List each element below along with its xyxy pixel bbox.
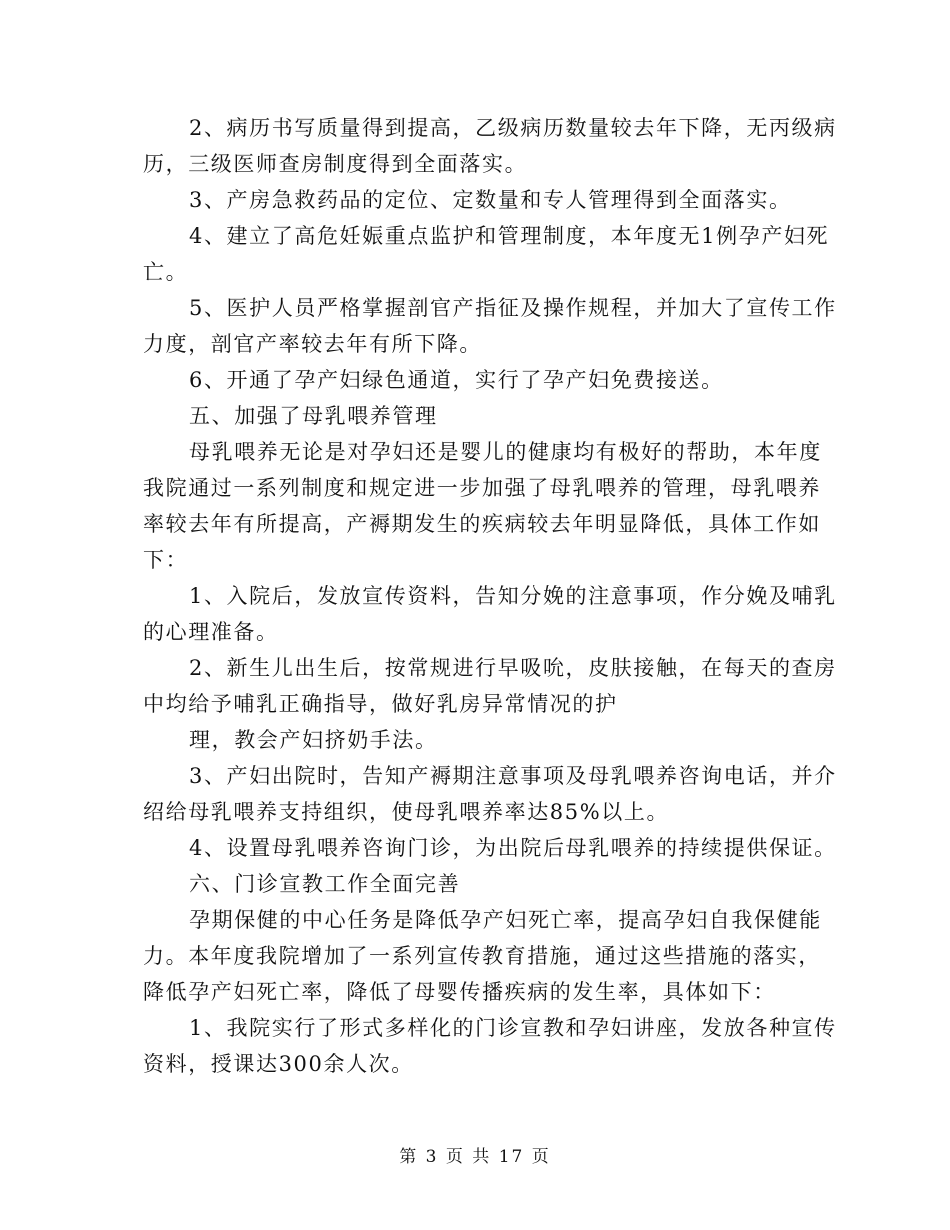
paragraph-line: 4、设置母乳喂养咨询门诊，为出院后母乳喂养的持续提供保证。 xyxy=(189,836,837,860)
paragraph-line: 理，教会产妇挤奶手法。 xyxy=(189,728,438,752)
paragraph-line: 资料，授课达300余人次。 xyxy=(143,1052,414,1076)
section-heading: 五、加强了母乳喂养管理 xyxy=(189,404,438,428)
paragraph-line: 6、开通了孕产妇绿色通道，实行了孕产妇免费接送。 xyxy=(189,368,724,392)
paragraph-line: 下： xyxy=(143,548,189,572)
paragraph-line: 4、建立了高危妊娠重点监护和管理制度，本年度无1例孕产妇死 xyxy=(189,224,830,248)
paragraph-line: 3、产妇出院时，告知产褥期注意事项及母乳喂养咨询电话，并介 xyxy=(189,764,837,788)
paragraph-line: 我院通过一系列制度和规定进一步加强了母乳喂养的管理，母乳喂养 xyxy=(143,476,821,500)
paragraph-line: 3、产房急救药品的定位、定数量和专人管理得到全面落实。 xyxy=(189,188,792,212)
paragraph-line: 5、医护人员严格掌握剖官产指征及操作规程，并加大了宣传工作 xyxy=(189,296,837,320)
paragraph-line: 绍给母乳喂养支持组织，使母乳喂养率达85%以上。 xyxy=(143,800,670,824)
paragraph-line: 亡。 xyxy=(143,260,189,284)
page-number-footer: 第 3 页 共 17 页 xyxy=(399,1147,551,1167)
paragraph-line: 1、我院实行了形式多样化的门诊宣教和孕妇讲座，发放各种宣传 xyxy=(189,1016,837,1040)
paragraph-line: 力度，剖官产率较去年有所下降。 xyxy=(143,332,482,356)
paragraph-line: 降低孕产妇死亡率，降低了母婴传播疾病的发生率，具体如下： xyxy=(143,980,776,1004)
paragraph-line: 中均给予哺乳正确指导，做好乳房异常情况的护 xyxy=(143,692,618,716)
paragraph-line: 2、新生儿出生后，按常规进行早吸吮，皮肤接触，在每天的查房 xyxy=(189,656,837,680)
section-heading: 六、门诊宣教工作全面完善 xyxy=(189,872,461,896)
paragraph-line: 率较去年有所提高，产褥期发生的疾病较去年明显降低，具体工作如 xyxy=(143,512,821,536)
paragraph-line: 1、入院后，发放宣传资料，告知分娩的注意事项，作分娩及哺乳 xyxy=(189,584,837,608)
paragraph-line: 历，三级医师查房制度得到全面落实。 xyxy=(143,152,528,176)
paragraph-line: 2、病历书写质量得到提高，乙级病历数量较去年下降，无丙级病 xyxy=(189,116,837,140)
paragraph-line: 母乳喂养无论是对孕妇还是婴儿的健康均有极好的帮助，本年度 xyxy=(189,440,822,464)
paragraph-line: 孕期保健的中心任务是降低孕产妇死亡率，提高孕妇自我保健能 xyxy=(189,908,822,932)
paragraph-line: 的心理准备。 xyxy=(143,620,279,644)
paragraph-line: 力。本年度我院增加了一系列宣传教育措施，通过这些措施的落实， xyxy=(143,944,821,968)
